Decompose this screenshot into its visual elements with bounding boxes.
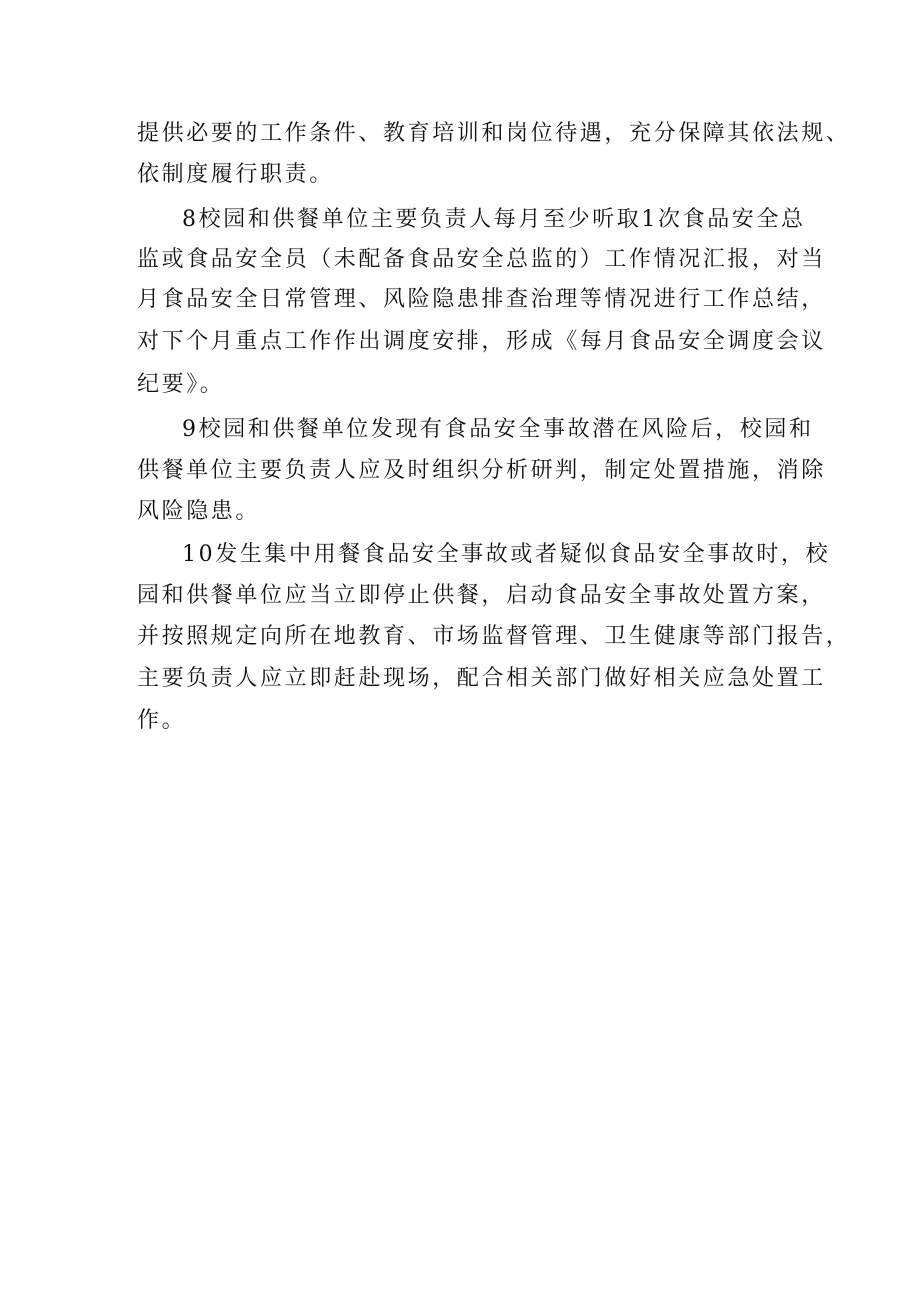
paragraph-line: 监或食品安全员（未配备食品安全总监的）工作情况汇报，对当 xyxy=(137,247,826,272)
paragraph-line: 月食品安全日常管理、风险隐患排查治理等情况进行工作总结， xyxy=(137,287,826,312)
paragraph-line: 纪要》。 xyxy=(137,372,225,397)
paragraph-line: 8校园和供餐单位主要负责人每月至少听取1次食品安全总 xyxy=(182,207,806,232)
paragraph-line: 10发生集中用餐食品安全事故或者疑似食品安全事故时，校 xyxy=(182,542,831,567)
paragraph-line: 9校园和供餐单位发现有食品安全事故潜在风险后，校园和 xyxy=(182,417,814,442)
paragraph-line: 作。 xyxy=(137,708,187,733)
paragraph-line: 风险隐患。 xyxy=(137,499,261,524)
paragraph-line: 依制度履行职责。 xyxy=(137,162,334,187)
paragraph-line: 主要负责人应立即赶赴现场，配合相关部门做好相关应急处置工 xyxy=(137,666,826,691)
paragraph-line: 园和供餐单位应当立即停止供餐，启动食品安全事故处置方案， xyxy=(137,583,826,608)
paragraph-line: 提供必要的工作条件、教育培训和岗位待遇，充分保障其依法规、 xyxy=(137,121,851,146)
paragraph-line: 供餐单位主要负责人应及时组织分析研判，制定处置措施，消除 xyxy=(137,458,826,483)
paragraph-line: 并按照规定向所在地教育、市场监督管理、卫生健康等部门报告， xyxy=(137,624,851,649)
paragraph-line: 对下个月重点工作作出调度安排，形成《每月食品安全调度会议 xyxy=(137,329,826,354)
